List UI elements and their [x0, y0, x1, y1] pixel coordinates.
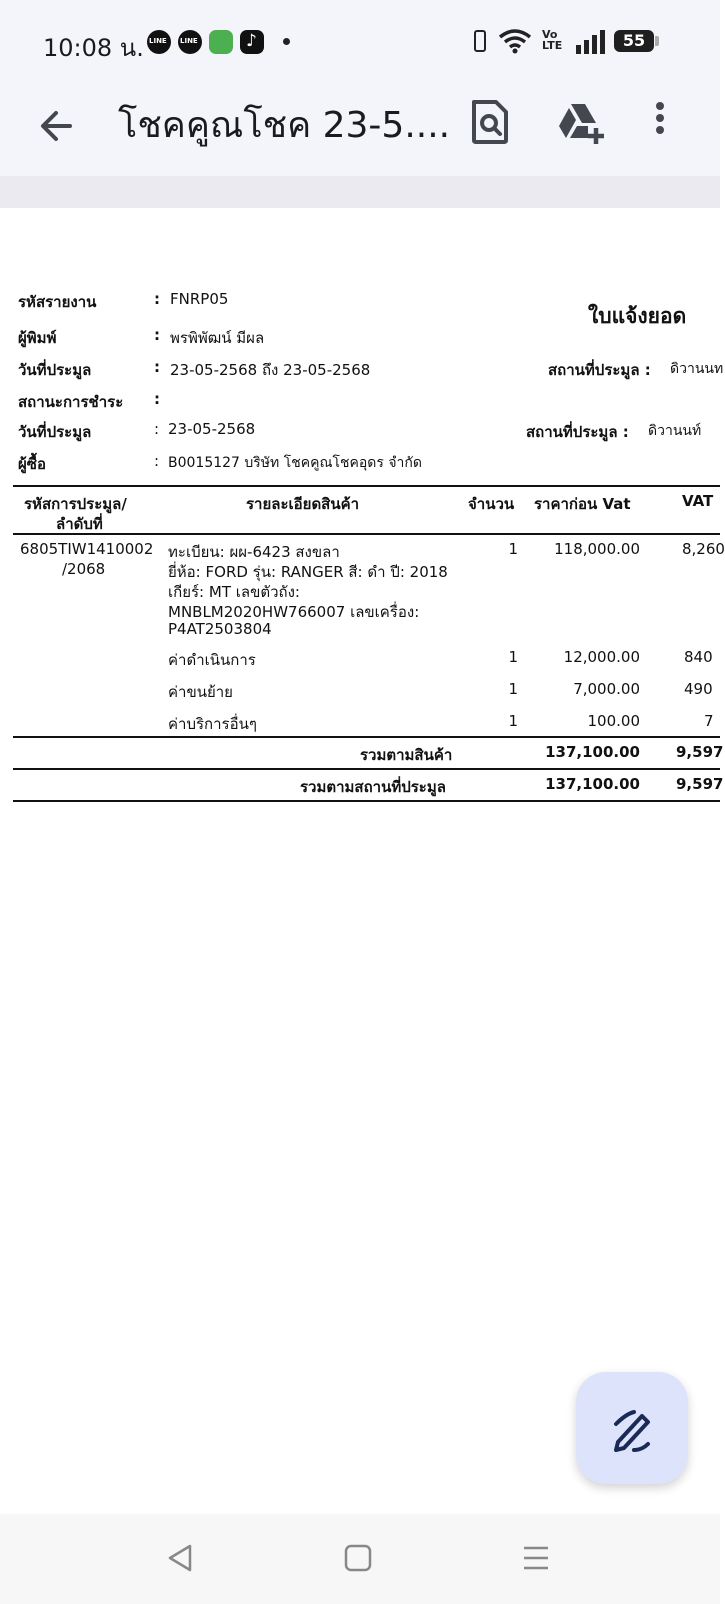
- item-detail-line: ทะเบียน: ผผ-6423 สงขลา: [168, 543, 340, 561]
- table-top-rule: [13, 485, 720, 487]
- total-rule: [13, 768, 720, 770]
- total-by-place-label: รวมตามสถานที่ประมูล: [300, 778, 446, 796]
- total-by-product-label: รวมตามสินค้า: [360, 746, 453, 764]
- save-to-drive-button[interactable]: [556, 98, 606, 146]
- table-bottom-rule: [13, 800, 720, 802]
- more-options-button[interactable]: [648, 98, 672, 146]
- viewer-background: [0, 176, 720, 208]
- fee-name: ค่าบริการอื่นๆ: [168, 715, 257, 733]
- colon: :: [154, 358, 160, 376]
- nav-home-button[interactable]: [338, 1538, 378, 1578]
- colon: :: [154, 326, 160, 344]
- colon: :: [154, 390, 160, 408]
- edit-pen-icon: [576, 1372, 688, 1484]
- item-code-line1: 6805TIW1410002: [20, 540, 154, 558]
- nav-back-icon: [162, 1538, 202, 1578]
- auction-place-label: สถานที่ประมูล :: [548, 361, 651, 379]
- document-page: [0, 208, 725, 1508]
- header-code-line2: ลำดับที่: [56, 515, 103, 533]
- fee-name: ค่าขนย้าย: [168, 683, 233, 701]
- fee-qty: 1: [508, 680, 518, 698]
- nav-recents-icon: [516, 1538, 556, 1578]
- line-notification-icon: [178, 30, 202, 54]
- header-qty: จำนวน: [468, 495, 515, 513]
- page-title: โชคคูณโชค 23-5....: [118, 105, 451, 146]
- fee-vat: 7: [704, 712, 714, 730]
- payment-status-label: สถานะการชำระ: [18, 393, 124, 411]
- auction-date-label: วันที่ประมูล: [18, 361, 92, 379]
- more-notifications-icon: [283, 38, 290, 45]
- nav-home-icon: [338, 1538, 378, 1578]
- back-button[interactable]: [34, 102, 82, 150]
- header-code-line1: รหัสการประมูล/: [24, 495, 127, 513]
- auction-date-value: 23-05-2568 ถึง 23-05-2568: [170, 361, 371, 379]
- auction-place2-value: ดิวานนท์: [648, 423, 702, 439]
- status-bar: [0, 0, 720, 84]
- app-bar: [0, 84, 720, 176]
- fee-price: 12,000.00: [563, 648, 640, 666]
- fee-qty: 1: [508, 648, 518, 666]
- battery-icon: 55: [614, 30, 654, 52]
- tiktok-notification-icon: [240, 30, 264, 54]
- vibrate-icon: [474, 30, 486, 52]
- item-detail-line: P4AT2503804: [168, 620, 272, 638]
- buyer-value: B0015127 บริษัท โชคคูณโชคอุดร จำกัด: [168, 455, 422, 471]
- volte-icon: Vo LTE: [542, 28, 563, 52]
- header-price: ราคาก่อน Vat: [534, 495, 631, 513]
- auction-place-value: ดิวานนท: [670, 361, 724, 377]
- arrow-left-icon: [34, 102, 82, 150]
- fee-qty: 1: [508, 712, 518, 730]
- status-time: 10:08 น.: [43, 34, 144, 62]
- fee-vat: 840: [684, 648, 713, 666]
- report-code-label: รหัสรายงาน: [18, 293, 97, 311]
- total-by-place-price: 137,100.00: [545, 775, 640, 793]
- item-detail-line: MNBLM2020HW766007 เลขเครื่อง:: [168, 603, 420, 621]
- system-nav-bar: [0, 1514, 720, 1604]
- annotate-fab-button[interactable]: [576, 1372, 688, 1484]
- document-heading: ใบแจ้งยอด: [588, 304, 687, 328]
- nav-recents-button[interactable]: [516, 1538, 556, 1578]
- header-details: รายละเอียดสินค้า: [246, 495, 360, 513]
- printer-label: ผู้พิมพ์: [18, 329, 57, 347]
- app-notification-icon: [209, 30, 233, 54]
- total-by-place-vat: 9,597: [676, 775, 724, 793]
- fee-price: 100.00: [587, 712, 640, 730]
- colon: :: [154, 290, 160, 308]
- colon: :: [154, 420, 160, 438]
- fee-vat: 490: [684, 680, 713, 698]
- subtotal-rule: [13, 736, 720, 738]
- item-vat: 8,260: [682, 540, 725, 558]
- report-code-value: FNRP05: [170, 290, 229, 308]
- item-code-line2: /2068: [62, 560, 106, 578]
- auction-date2-value: 23-05-2568: [168, 420, 256, 438]
- buyer-label: ผู้ซื้อ: [18, 455, 46, 473]
- header-vat: VAT: [682, 492, 714, 510]
- fee-name: ค่าดำเนินการ: [168, 651, 256, 669]
- signal-icon: [576, 30, 606, 54]
- item-detail-line: เกียร์: MT เลขตัวถัง:: [168, 583, 300, 601]
- auction-date2-label: วันที่ประมูล: [18, 423, 92, 441]
- auction-place2-label: สถานที่ประมูล :: [526, 423, 629, 441]
- colon: :: [154, 452, 160, 470]
- google-drive-add-icon: [556, 98, 606, 146]
- find-in-document-button[interactable]: [468, 98, 512, 146]
- printer-value: พรพิพัฒน์ มีผล: [170, 329, 265, 347]
- line-notification-icon: [147, 30, 171, 54]
- header-bottom-rule: [13, 533, 720, 535]
- item-price: 118,000.00: [554, 540, 640, 558]
- document-search-icon: [468, 98, 512, 146]
- total-by-product-vat: 9,597: [676, 743, 724, 761]
- wifi-icon: [498, 28, 532, 54]
- item-detail-line: ยี่ห้อ: FORD รุ่น: RANGER สี: ดำ ปี: 2018: [168, 563, 448, 581]
- item-qty: 1: [508, 540, 518, 558]
- total-by-product-price: 137,100.00: [545, 743, 640, 761]
- more-vert-icon: [648, 98, 672, 146]
- fee-price: 7,000.00: [573, 680, 640, 698]
- nav-back-button[interactable]: [162, 1538, 202, 1578]
